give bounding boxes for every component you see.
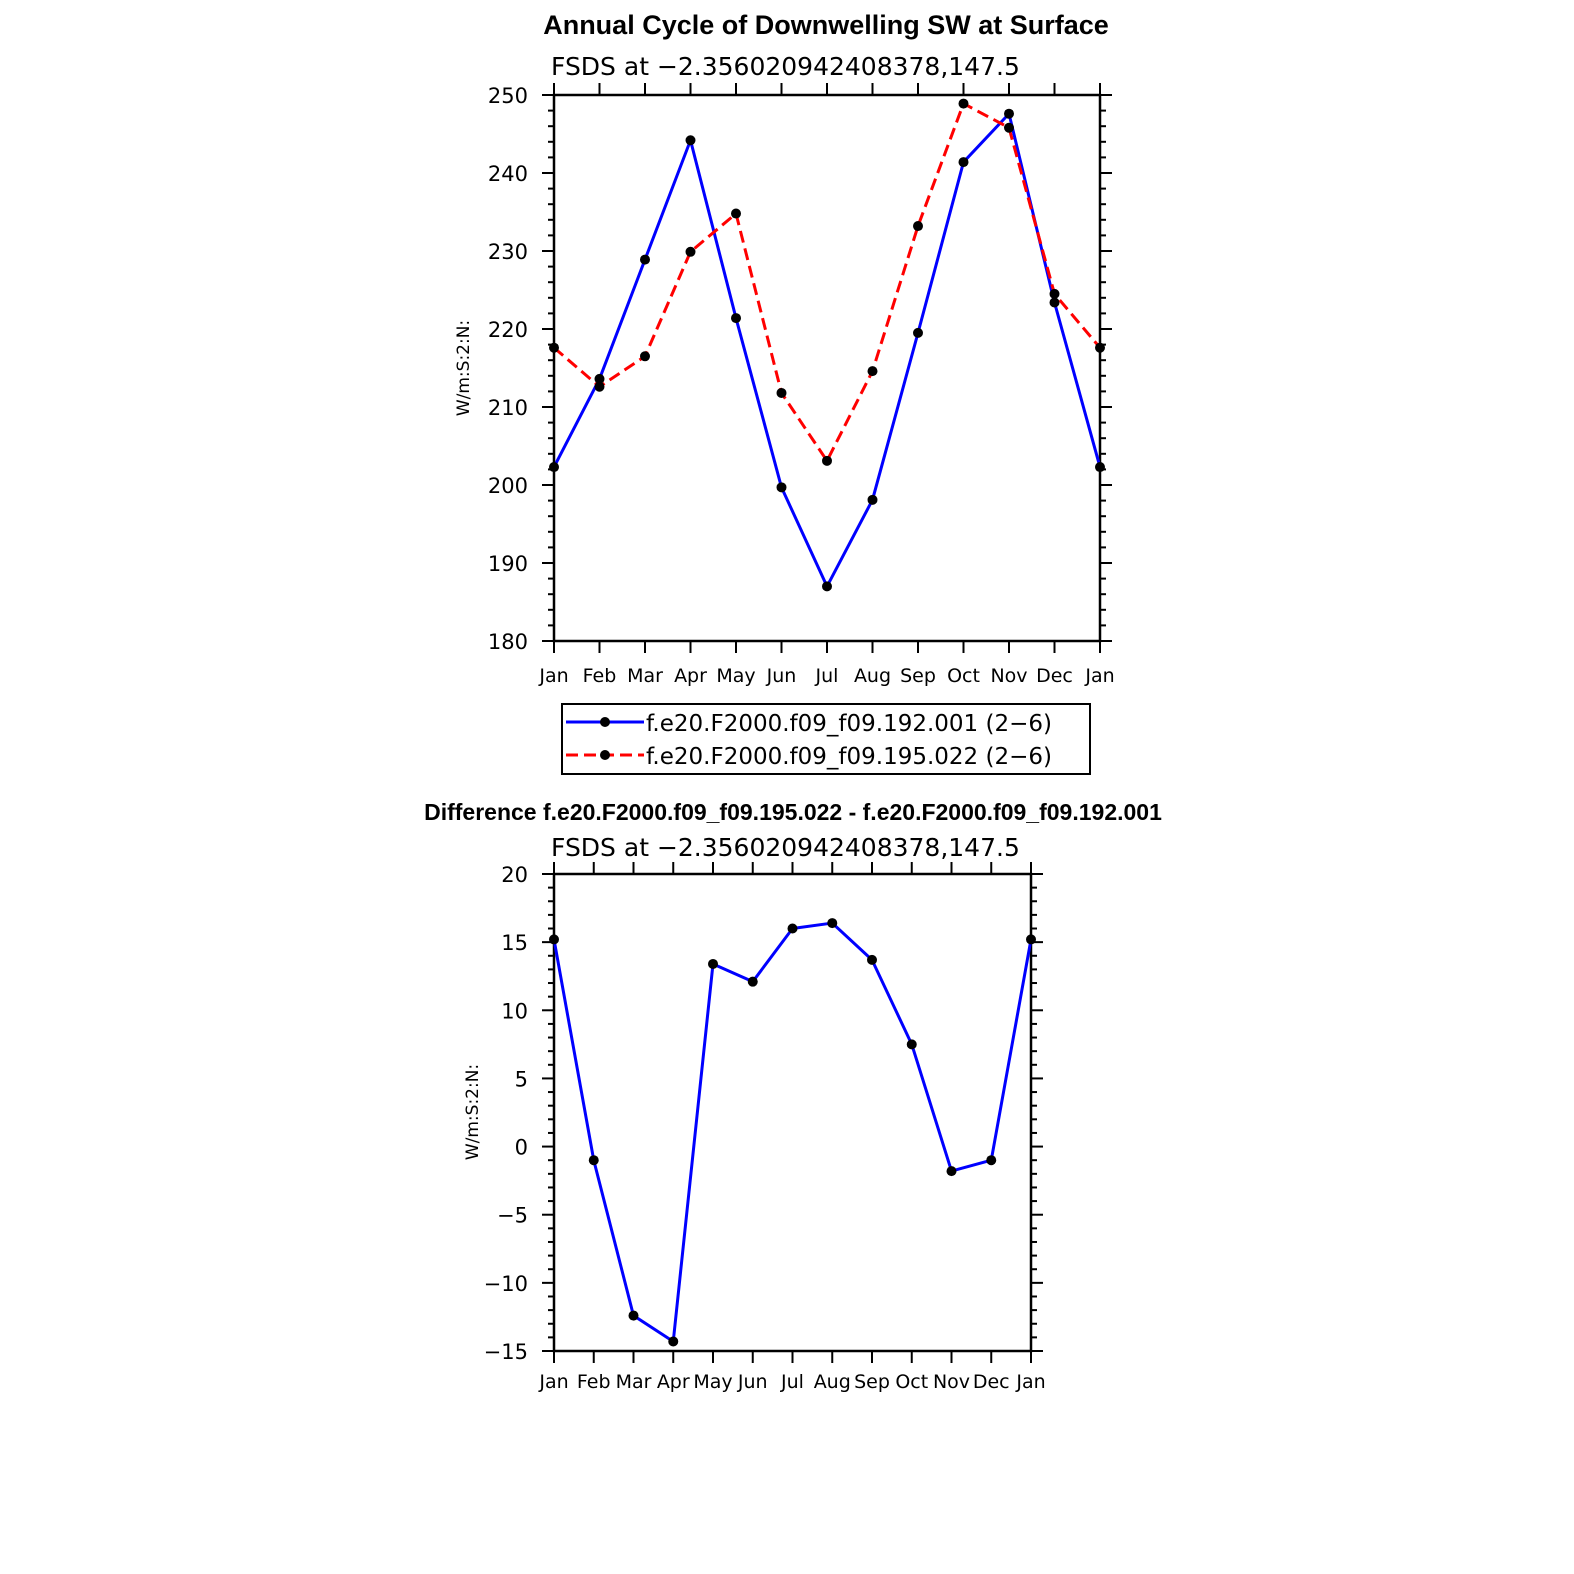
data-point (1050, 297, 1060, 307)
chart-title: Annual Cycle of Downwelling SW at Surface (543, 10, 1109, 40)
x-tick-label: Aug (853, 665, 892, 687)
data-point (868, 495, 878, 505)
y-tick-label: 250 (487, 84, 528, 108)
data-point (1026, 934, 1036, 944)
data-point (640, 255, 650, 265)
y-axis-label: W/m:S:2:N: (463, 1063, 483, 1161)
y-tick-label: 190 (487, 552, 528, 576)
legend-entry: f.e20.F2000.f09_f09.195.022 (2−6) (646, 744, 1052, 770)
y-tick-label: −10 (483, 1271, 528, 1296)
data-point (668, 1336, 678, 1346)
data-point (959, 157, 969, 167)
axes (484, 862, 1046, 1393)
x-tick-label: Nov (932, 1371, 971, 1393)
x-tick-label: Feb (582, 665, 617, 687)
data-point (827, 918, 837, 928)
legend (562, 704, 1090, 774)
x-tick-label: Oct (947, 665, 980, 687)
data-point (549, 934, 559, 944)
annual-cycle-chart (454, 10, 1115, 774)
x-tick-label: Dec (972, 1371, 1010, 1393)
x-tick-label: Apr (674, 665, 707, 687)
x-tick-label: Jul (815, 665, 839, 687)
x-tick-label: Aug (813, 1371, 851, 1393)
x-tick-label: Sep (900, 665, 936, 687)
data-point (907, 1039, 917, 1049)
series-layer (549, 918, 1036, 1346)
y-tick-label: 230 (487, 240, 528, 264)
legend-marker (600, 750, 610, 760)
data-point (959, 99, 969, 109)
data-point (788, 924, 798, 934)
y-tick-label: 0 (514, 1135, 528, 1160)
series-line (554, 114, 1100, 587)
data-point (549, 343, 559, 353)
y-tick-label: 210 (487, 396, 528, 420)
data-point (640, 351, 650, 361)
y-tick-label: −15 (483, 1340, 528, 1364)
x-tick-label: Jul (781, 1371, 804, 1393)
chart-subtitle: FSDS at −2.356020942408378,147.5 (551, 52, 1020, 81)
x-tick-label: Oct (895, 1371, 929, 1393)
data-point (589, 1155, 599, 1165)
data-point (777, 388, 787, 398)
data-point (731, 209, 741, 219)
data-point (822, 581, 832, 591)
y-tick-label: 10 (501, 999, 528, 1024)
data-point (777, 482, 787, 492)
y-tick-label: −5 (497, 1203, 528, 1228)
y-tick-label: 20 (501, 863, 528, 887)
x-tick-label: May (693, 1371, 733, 1393)
data-point (1004, 123, 1014, 133)
x-tick-label: Nov (990, 665, 1028, 687)
data-point (947, 1166, 957, 1176)
data-point (686, 135, 696, 145)
plot-frame (554, 95, 1100, 641)
y-tick-label: 240 (487, 162, 528, 186)
data-point (1004, 109, 1014, 119)
x-tick-label: Jan (539, 665, 569, 687)
y-tick-label: 5 (514, 1067, 528, 1092)
data-point (913, 221, 923, 231)
legend-marker (600, 717, 610, 727)
data-point (868, 366, 878, 376)
x-tick-label: Jun (766, 665, 797, 687)
series-line (554, 923, 1031, 1341)
x-tick-label: Feb (576, 1371, 611, 1393)
data-point (731, 313, 741, 323)
data-point (708, 959, 718, 969)
x-tick-label: May (716, 665, 756, 687)
x-tick-label: Jan (539, 1371, 569, 1393)
data-point (1050, 289, 1060, 299)
data-point (1095, 462, 1105, 472)
data-point (986, 1155, 996, 1165)
x-tick-label: Jun (737, 1371, 768, 1393)
data-point (748, 977, 758, 987)
data-point (629, 1311, 639, 1321)
y-tick-label: 15 (501, 931, 528, 956)
x-tick-label: Jan (1016, 1371, 1046, 1393)
y-axis-label: W/m:S:2:N: (454, 319, 474, 417)
chart-title: Difference f.e20.F2000.f09_f09.195.022 - f.e20.F2000.f09_f09.192.001 (424, 799, 1162, 825)
y-tick-label: 220 (487, 318, 528, 342)
x-tick-label: Dec (1036, 665, 1073, 687)
x-tick-label: Mar (627, 665, 663, 687)
x-tick-label: Jan (1085, 665, 1115, 687)
x-tick-label: Sep (854, 1371, 890, 1393)
x-tick-label: Apr (656, 1371, 690, 1393)
data-point (913, 328, 923, 338)
series-layer (549, 99, 1105, 592)
data-point (686, 247, 696, 257)
data-point (822, 456, 832, 466)
data-point (549, 462, 559, 472)
data-point (595, 382, 605, 392)
data-point (867, 955, 877, 965)
data-point (1095, 343, 1105, 353)
x-tick-label: Mar (615, 1371, 652, 1393)
legend-entry: f.e20.F2000.f09_f09.192.001 (2−6) (646, 711, 1052, 737)
y-tick-label: 200 (487, 474, 528, 498)
chart-subtitle: FSDS at −2.356020942408378,147.5 (551, 833, 1020, 862)
y-tick-label: 180 (487, 630, 528, 654)
difference-chart (424, 799, 1162, 1393)
